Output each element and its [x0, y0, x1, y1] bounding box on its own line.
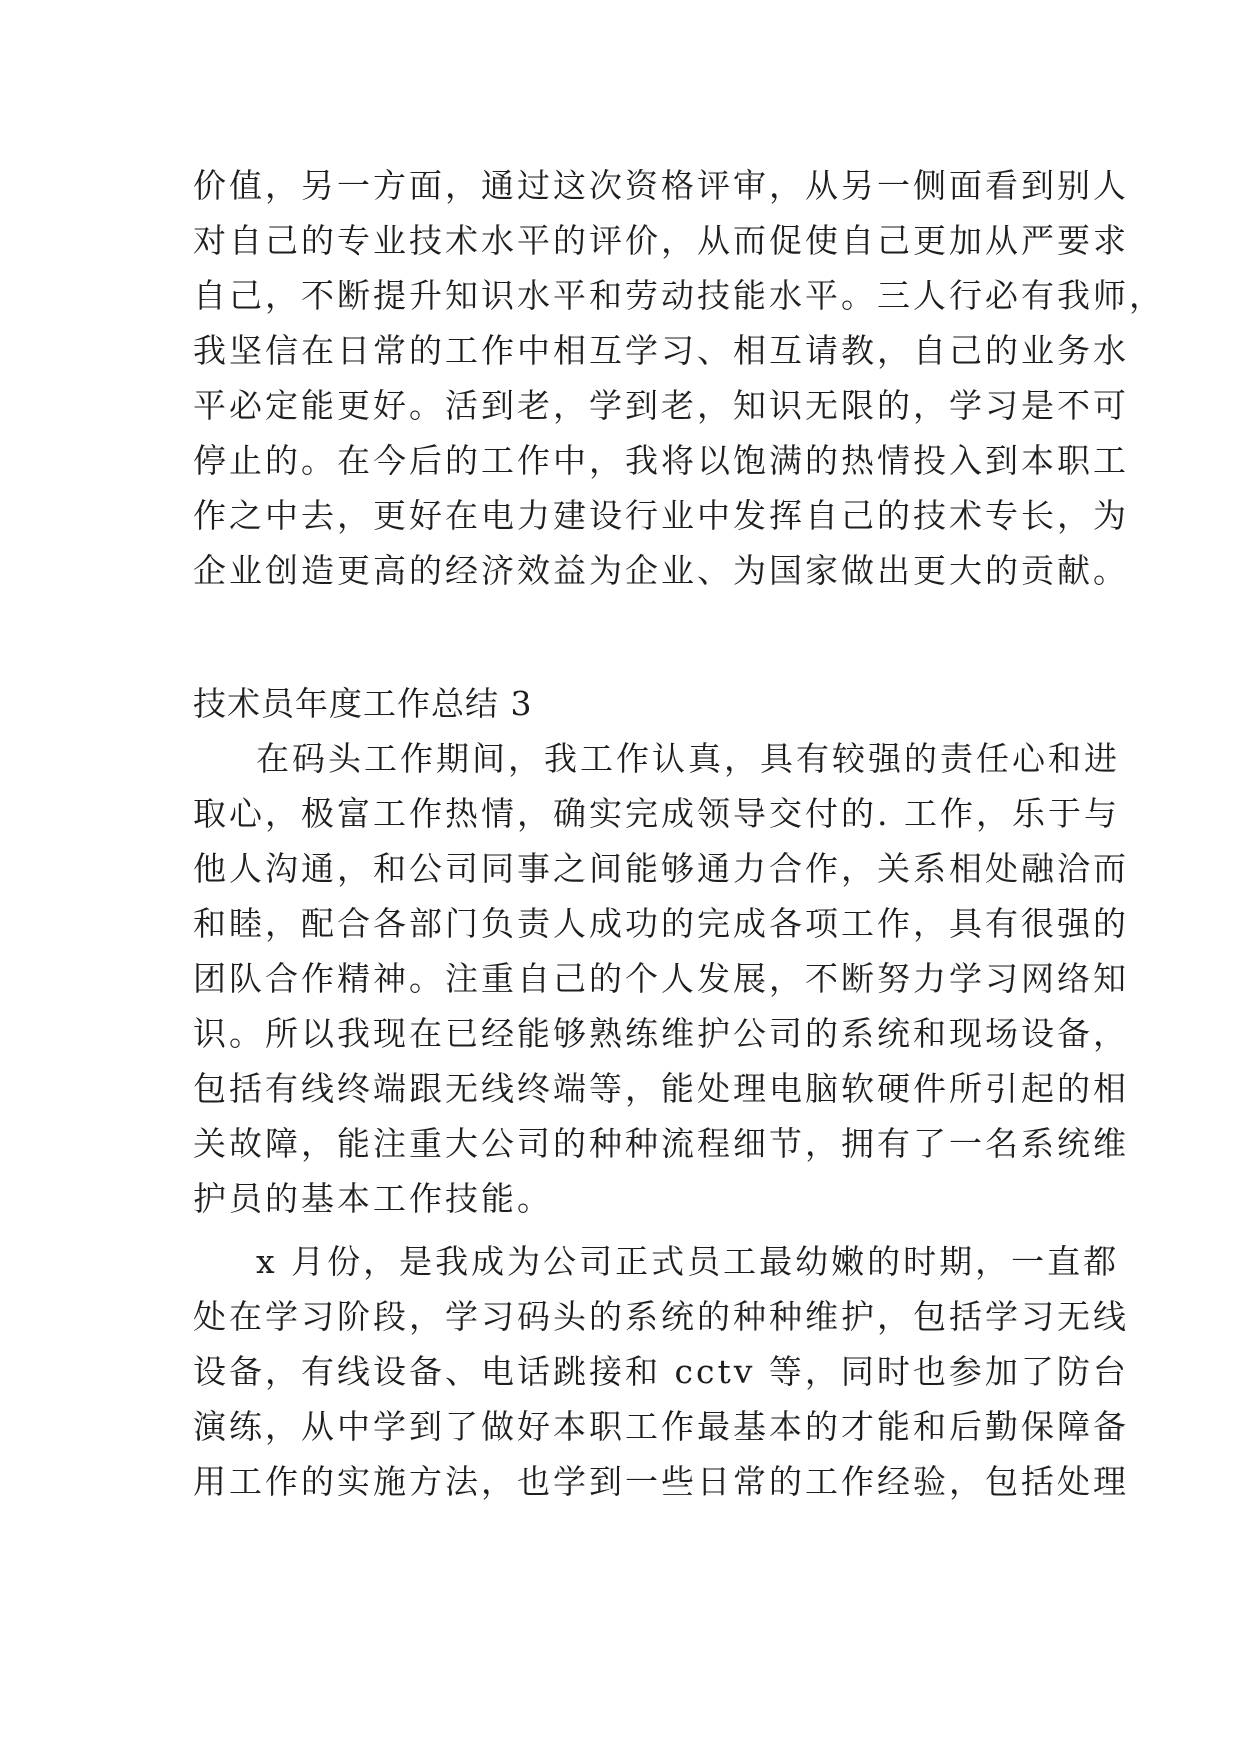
paragraph-line: 自己，不断提升知识水平和劳动技能水平。三人行必有我师， — [193, 276, 1165, 315]
paragraph-line: 设备，有线设备、电话跳接和 cctv 等，同时也参加了防台 — [193, 1352, 1129, 1391]
section-heading: 技术员年度工作总结 3 — [193, 684, 533, 723]
paragraph-line: 在码头工作期间，我工作认真，具有较强的责任心和进 — [256, 739, 1120, 778]
paragraph-line: 团队合作精神。注重自己的个人发展，不断努力学习网络知 — [193, 959, 1129, 998]
paragraph-line: 他人沟通，和公司同事之间能够通力合作，关系相处融洽而 — [193, 849, 1129, 888]
paragraph-line: x 月份，是我成为公司正式员工最幼嫩的时期，一直都 — [256, 1242, 1120, 1281]
paragraph-line: 包括有线终端跟无线终端等，能处理电脑软硬件所引起的相 — [193, 1069, 1129, 1108]
paragraph-line: 价值，另一方面，通过这次资格评审，从另一侧面看到别人 — [193, 166, 1129, 205]
paragraph-line: 用工作的实施方法，也学到一些日常的工作经验，包括处理 — [193, 1462, 1129, 1501]
paragraph-line: 作之中去，更好在电力建设行业中发挥自己的技术专长，为 — [193, 496, 1129, 535]
paragraph-line: 处在学习阶段，学习码头的系统的种种维护，包括学习无线 — [193, 1297, 1129, 1336]
paragraph-line: 取心，极富工作热情，确实完成领导交付的. 工作，乐于与 — [193, 794, 1120, 833]
paragraph-line: 我坚信在日常的工作中相互学习、相互请教，自己的业务水 — [193, 331, 1129, 370]
paragraph-line: 停止的。在今后的工作中，我将以饱满的热情投入到本职工 — [193, 441, 1129, 480]
paragraph-line: 识。所以我现在已经能够熟练维护公司的系统和现场设备， — [193, 1014, 1129, 1053]
paragraph-line: 关故障，能注重大公司的种种流程细节，拥有了一名系统维 — [193, 1124, 1129, 1163]
paragraph-line: 演练，从中学到了做好本职工作最基本的才能和后勤保障备 — [193, 1407, 1129, 1446]
paragraph-line: 对自己的专业技术水平的评价，从而促使自己更加从严要求 — [193, 221, 1129, 260]
paragraph-line: 平必定能更好。活到老，学到老，知识无限的，学习是不可 — [193, 386, 1129, 425]
paragraph-line: 和睦，配合各部门负责人成功的完成各项工作，具有很强的 — [193, 904, 1129, 943]
paragraph-line: 企业创造更高的经济效益为企业、为国家做出更大的贡献。 — [193, 551, 1129, 590]
paragraph-line: 护员的基本工作技能。 — [193, 1179, 553, 1218]
